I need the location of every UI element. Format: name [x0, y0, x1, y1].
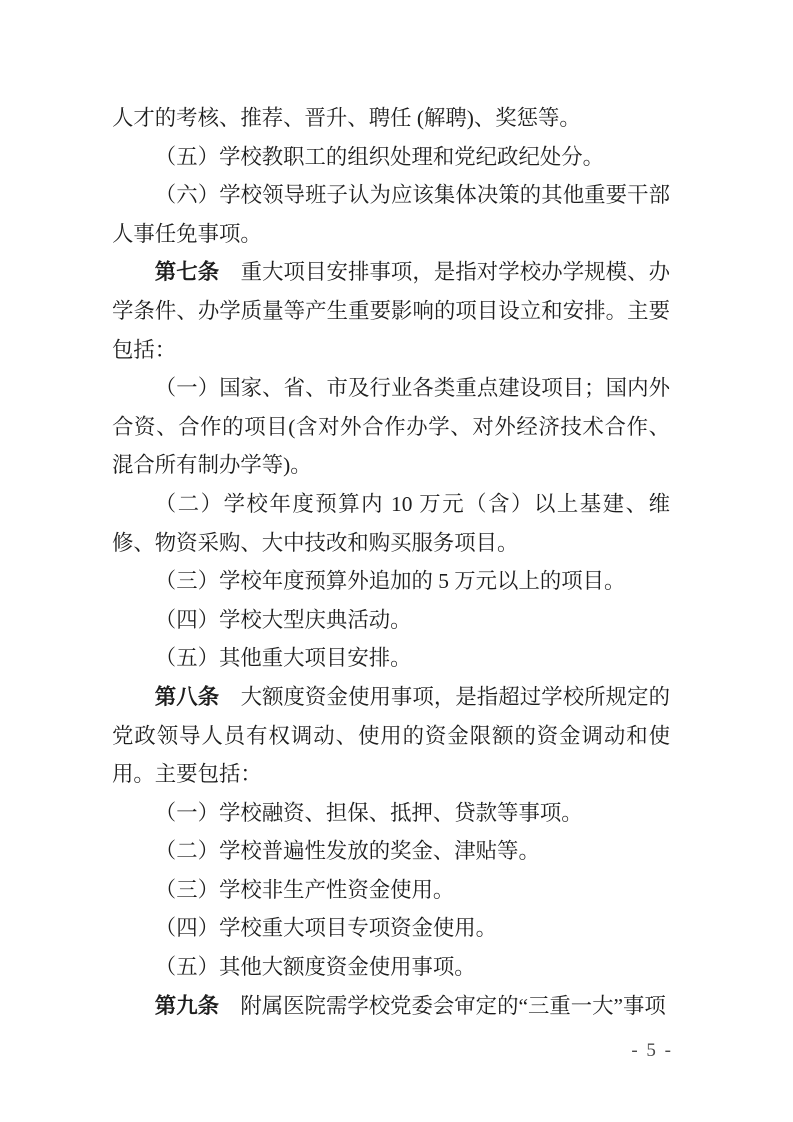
- article-number: 第八条: [154, 684, 220, 709]
- list-item: （二）学校年度预算内 10 万元（含）以上基建、维修、物资采购、大中技改和购买服务项目。: [112, 491, 670, 555]
- article-paragraph: [112, 987, 670, 1026]
- list-item: （六）学校领导班子认为应该集体决策的其他重要干部人事任免事项。: [112, 183, 670, 246]
- page-number: - 5 -: [631, 1040, 673, 1061]
- list-item: （四）学校大型庆典活动。: [154, 607, 412, 632]
- article-text: 重大项目安排事项，是指对学校办学规模、办学条件、办学质量等产生重要影响的项目设立和安排。主要包括：: [112, 260, 670, 362]
- list-item: （三）学校年度预算外追加的 5 万元以上的项目。: [154, 569, 626, 594]
- list-item: （四）学校重大项目专项资金使用。: [154, 916, 498, 941]
- article-number: 第七条: [154, 260, 220, 285]
- list-item: （一）国家、省、市及行业各类重点建设项目；国内外合资、合作的项目(含对外合作办学、对外经济技术合作、混合所有制办学等)。: [112, 376, 670, 478]
- list-item: （三）学校非生产性资金使用。: [154, 877, 455, 902]
- list-item: （二）学校普遍性发放的奖金、津贴等。: [154, 839, 540, 864]
- list-item: （一）学校融资、担保、抵押、贷款等事项。: [154, 800, 583, 825]
- article-number: 第九条: [154, 993, 219, 1018]
- article-paragraph: [112, 253, 670, 369]
- article-text: 附属医院需学校党委会审定的“三重一大”事项: [240, 993, 666, 1018]
- article-paragraph: [112, 678, 670, 794]
- list-item: （五）其他重大项目安排。: [154, 646, 412, 671]
- body-text: [112, 99, 670, 1025]
- paragraph: 人才的考核、推荐、晋升、聘任 (解聘)、奖惩等。: [112, 106, 581, 130]
- list-item: （五）学校教职工的组织处理和党纪政纪处分。: [154, 144, 605, 169]
- list-item: （五）其他大额度资金使用事项。: [154, 955, 476, 980]
- article-text: 大额度资金使用事项，是指超过学校所规定的党政领导人员有权调动、使用的资金限额的资金调动和使用。主要包括：: [112, 684, 670, 787]
